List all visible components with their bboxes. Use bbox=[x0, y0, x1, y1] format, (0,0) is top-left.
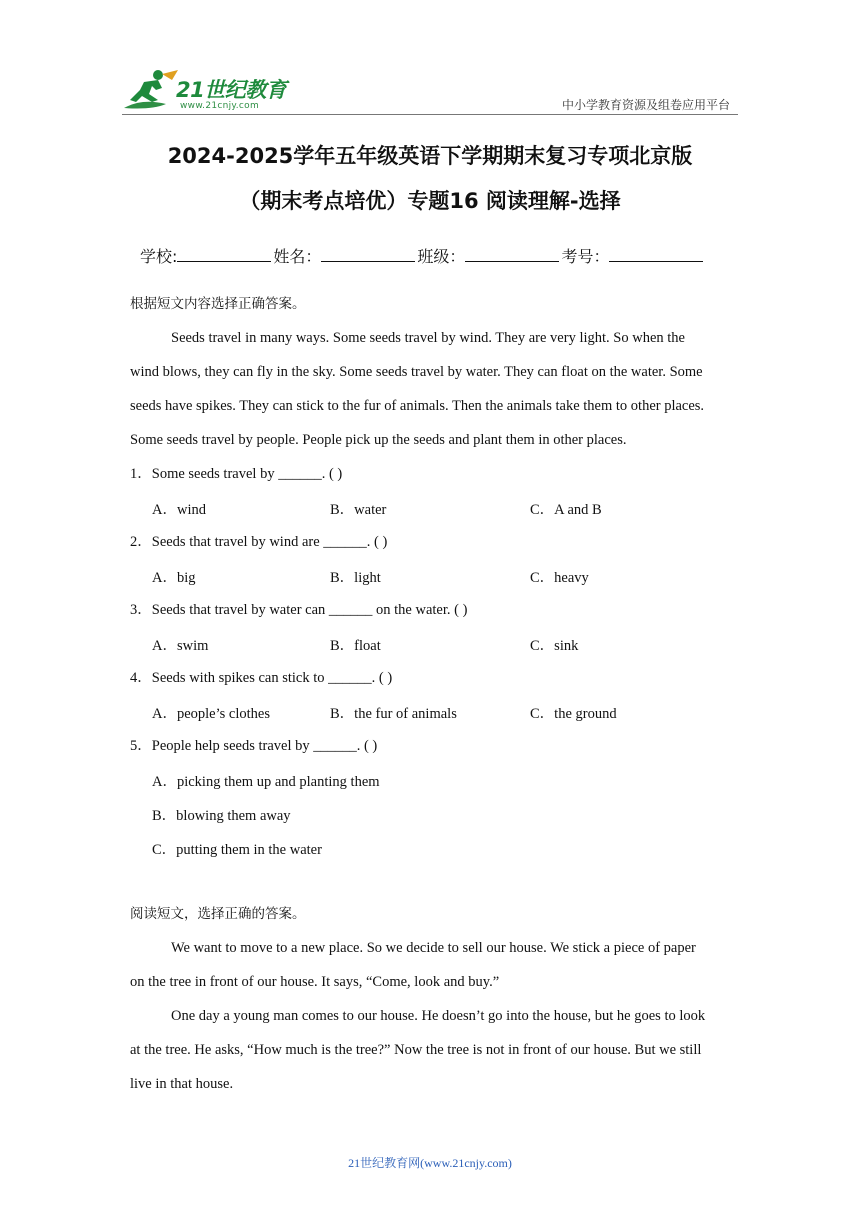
option-c[interactable]: C．sink bbox=[530, 638, 579, 654]
passage2-line: live in that house. bbox=[130, 1076, 234, 1092]
logo-text: 21世纪教育 bbox=[176, 78, 287, 102]
document-title: 2024-2025学年五年级英语下学期期末复习专项北京版 bbox=[167, 144, 693, 168]
option-a[interactable]: A．swim bbox=[152, 638, 209, 654]
section2-instruction: 阅读短文，选择正确的答案。 bbox=[130, 906, 306, 922]
question-stem: 5．People help seeds travel by ______. ( ) bbox=[130, 738, 378, 754]
option-c[interactable]: C．the ground bbox=[530, 706, 617, 722]
class-label: 班级： bbox=[417, 247, 466, 266]
passage2-line: One day a young man comes to our house. He doesn’t go into the house, but he goes to look bbox=[171, 1008, 706, 1024]
platform-name: 中小学教育资源及组卷应用平台 bbox=[561, 98, 730, 112]
option-b[interactable]: B．the fur of animals bbox=[330, 706, 457, 722]
question-stem: 4．Seeds with spikes can stick to ______. ( ) bbox=[130, 670, 393, 686]
question-stem: 1．Some seeds travel by ______. ( ) bbox=[130, 466, 343, 482]
option-a[interactable]: A．big bbox=[152, 570, 196, 586]
name-blank[interactable] bbox=[321, 247, 415, 262]
option-b[interactable]: B．light bbox=[330, 570, 381, 586]
option-b[interactable]: B．water bbox=[330, 502, 387, 518]
school-label: 学校: bbox=[140, 247, 178, 266]
header-divider bbox=[122, 114, 738, 115]
option-a[interactable]: A．picking them up and planting them bbox=[152, 774, 380, 790]
passage1-line: Seeds travel in many ways. Some seeds travel by wind. They are very light. So when the bbox=[171, 330, 685, 346]
number-label: 考号： bbox=[561, 247, 610, 266]
option-a[interactable]: A．people’s clothes bbox=[152, 706, 270, 722]
option-b[interactable]: B．blowing them away bbox=[152, 808, 291, 824]
class-blank[interactable] bbox=[465, 247, 559, 262]
name-label: 姓名： bbox=[273, 247, 322, 266]
passage1-line: Some seeds travel by people. People pick up the seeds and plant them in other places. bbox=[130, 432, 627, 448]
page-header bbox=[0, 0, 860, 120]
passage1-line: wind blows, they can fly in the sky. Some seeds travel by water. They can float on the water. Some bbox=[130, 364, 703, 380]
page-footer[interactable]: 21世纪教育网(www.21cnjy.com) bbox=[348, 1156, 512, 1170]
runner-logo-icon bbox=[122, 68, 182, 112]
option-b[interactable]: B．float bbox=[330, 638, 381, 654]
logo-url: www.21cnjy.com bbox=[180, 101, 260, 111]
school-blank[interactable] bbox=[177, 247, 271, 262]
option-a[interactable]: A．wind bbox=[152, 502, 206, 518]
question-stem: 3．Seeds that travel by water can ______ on the water. ( ) bbox=[130, 602, 468, 618]
passage1-line: seeds have spikes. They can stick to the fur of animals. Then the animals take them to other places. bbox=[130, 398, 705, 414]
site-logo[interactable] bbox=[122, 68, 292, 116]
document-subtitle: （期末考点培优）专题16 阅读理解-选择 bbox=[239, 189, 621, 213]
option-c[interactable]: C．putting them in the water bbox=[152, 842, 322, 858]
question-stem: 2．Seeds that travel by wind are ______. ( ) bbox=[130, 534, 388, 550]
passage2-line: We want to move to a new place. So we decide to sell our house. We stick a piece of paper bbox=[171, 940, 696, 956]
number-blank[interactable] bbox=[609, 247, 703, 262]
option-c[interactable]: C．A and B bbox=[530, 502, 602, 518]
section1-instruction: 根据短文内容选择正确答案。 bbox=[130, 296, 306, 312]
student-info-row bbox=[140, 244, 705, 267]
passage2-line: on the tree in front of our house. It says, “Come, look and buy.” bbox=[130, 974, 500, 990]
passage2-line: at the tree. He asks, “How much is the tree?” Now the tree is not in front of our house. But we still bbox=[130, 1042, 702, 1058]
option-c[interactable]: C．heavy bbox=[530, 570, 589, 586]
